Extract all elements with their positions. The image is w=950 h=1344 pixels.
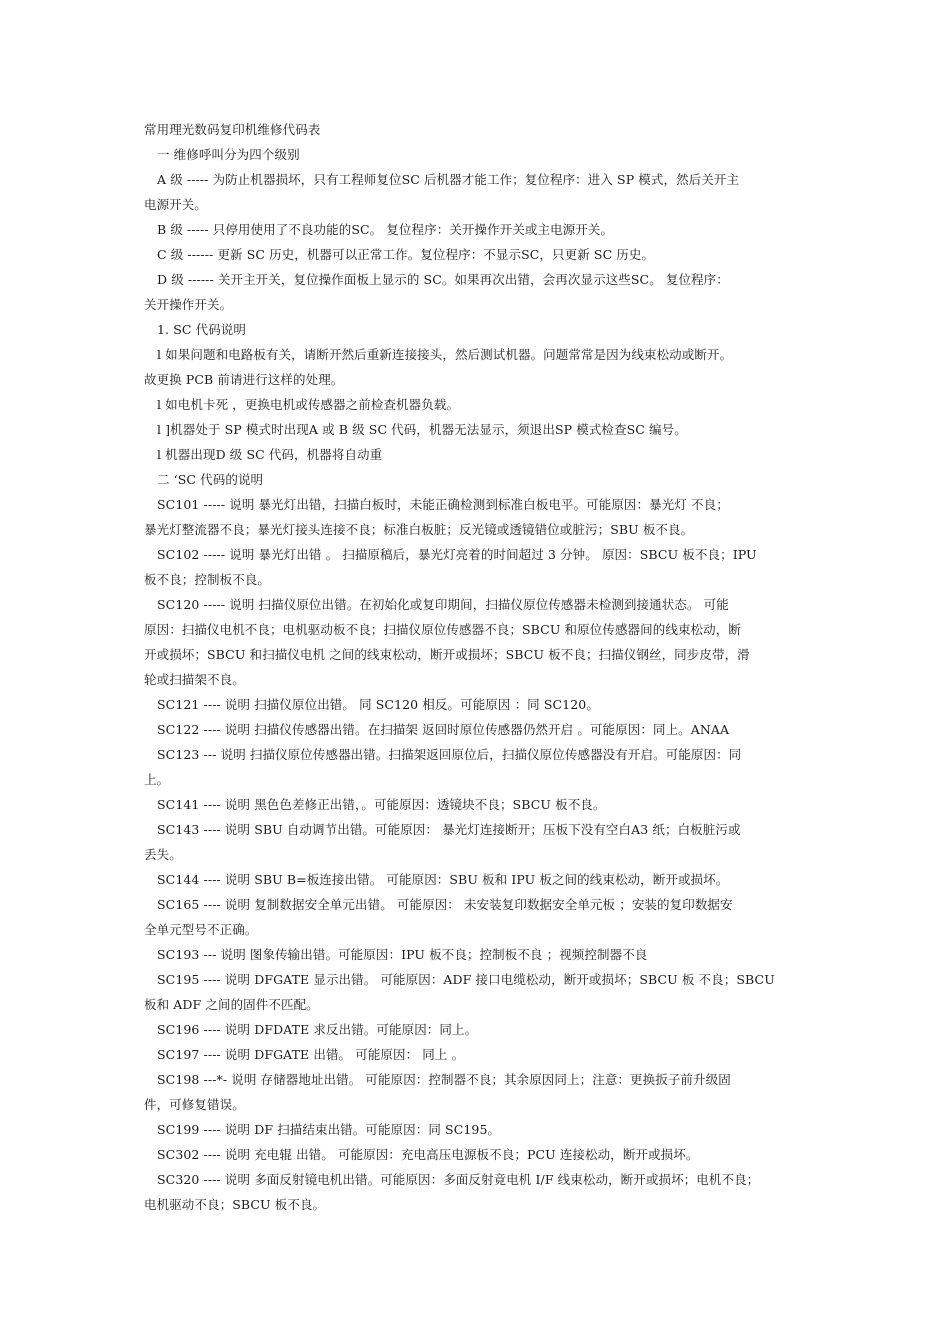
document-lines [144, 142, 824, 1217]
text-line: 全单元型号不正确。 [144, 922, 258, 937]
text-line: 故更换 PCB 前请进行这样的处理。 [144, 372, 344, 387]
text-line: 开或损坏；SBCU 和扫描仪电机 之间的线束松动，断开或损坏；SBCU 板不良；扫描仪钢丝，同步皮带，滑 [144, 647, 750, 662]
text-line: SC141 ---- 说明 黑色色差修正出错，。可能原因：透镜块不良；SBCU 板不良。 [157, 797, 606, 812]
text-line: SC123 --- 说明 扫描仪原位传感器出错。扫描架返回原位后，扫描仪原位传感器没有开启。可能原因：同 [157, 747, 742, 762]
text-line: 一 维修呼叫分为四个级别 [157, 147, 300, 162]
text-line: SC144 ---- 说明 SBU B=板连接出错。 可能原因：SBU 板和 IPU 板之间的线束松动，断开或损坏。 [157, 872, 729, 887]
text-line: SC302 ---- 说明 充电辊 出错。 可能原因：充电高压电源板不良；PCU 连接松动，断开或损坏。 [157, 1147, 699, 1162]
text-line: SC199 ---- 说明 DF 扫描结束出错。可能原因：同 SC195。 [157, 1122, 501, 1137]
text-line: 二 ‘SC 代码的说明 [157, 472, 264, 487]
text-line: 1. SC 代码说明 [157, 322, 247, 337]
text-line: SC122 ---- 说明 扫描仪传感器出错。在扫描架 返回时原位传感器仍然开启 。可能原因：同上。ANAA [157, 722, 730, 737]
text-line: 丢失。 [144, 847, 182, 862]
text-line: SC193 --- 说明 图象传输出错。可能原因：IPU 板不良；控制板不良 ；视频控制器不良 [157, 947, 648, 962]
text-line: 板不良；控制板不良。 [144, 572, 271, 587]
text-line: SC102 ----- 说明 暴光灯出错 。 扫描原稿后，暴光灯亮着的时间超过 3 分钟。 原因：SBCU 板不良；IPU [157, 547, 757, 562]
text-line: l 如电机卡死 ，更换电机或传感器之前检查机器负载。 [157, 397, 460, 412]
text-line: SC121 ---- 说明 扫描仪原位出错。 同 SC120 相反。可能原因 ：同 SC120。 [157, 697, 599, 712]
text-line: l 如果问题和电路板有关，请断开然后重新连接接头，然后测试机器。问题常常是因为线束松动或断开。 [157, 347, 733, 362]
text-line: SC195 ---- 说明 DFGATE 显示出错。 可能原因：ADF 接口电缆松动，断开或损坏；SBCU 板 不良；SBCU [157, 972, 775, 987]
text-line: l ]机器处于 SP 模式时出现A 或 B 级 SC 代码，机器无法显示，须退出SP 模式检查SC 编号。 [157, 422, 687, 437]
text-line: 电机驱动不良；SBCU 板不良。 [144, 1197, 326, 1212]
text-line: SC143 ---- 说明 SBU 自动调节出错。可能原因： 暴光灯连接断开；压板下没有空白A3 纸；白板脏污或 [157, 822, 741, 837]
text-line: C 级 ------ 更新 SC 历史，机器可以正常工作。复位程序：不显示SC，只更新 SC 历史。 [157, 247, 655, 262]
text-line: SC165 ---- 说明 复制数据安全单元出错。 可能原因： 未安装复印数据安全单元板 ；安装的复印数据安 [157, 897, 733, 912]
text-line: 原因：扫描仪电机不良；电机驱动板不良；扫描仪原位传感器不良；SBCU 和原位传感器间的线束松动，断 [144, 622, 741, 637]
text-line: 暴光灯整流器不良；暴光灯接头连接不良；标准白板脏；反光镜或透镜错位或脏污；SBU 板不良。 [144, 522, 694, 537]
text-line: 轮或扫描架不良。 [144, 672, 245, 687]
document-title: 常用理光数码复印机维修代码表 [144, 122, 321, 137]
text-line: 电源开关。 [144, 197, 208, 212]
text-line: SC120 ----- 说明 扫描仪原位出错。在初始化或复印期间，扫描仪原位传感器未检测到接通状态。 可能 [157, 597, 729, 612]
text-line: 件，可修复错误。 [144, 1097, 245, 1112]
document-body [144, 117, 824, 1217]
text-line: SC197 ---- 说明 DFGATE 出错。 可能原因： 同上 。 [157, 1047, 465, 1062]
text-line: 关开操作开关。 [144, 297, 233, 312]
text-line: A 级 ----- 为防止机器损坏，只有工程师复位SC 后机器才能工作；复位程序：进入 SP 模式，然后关开主 [157, 172, 740, 187]
text-line: B 级 ----- 只停用使用了不良功能的SC。 复位程序：关开操作开关或主电源开关。 [157, 222, 614, 237]
text-line: D 级 ------ 关开主开关，复位操作面板上显示的 SC。如果再次出错，会再次显示这些SC。 复位程序： [157, 272, 729, 287]
text-line: 板和 ADF 之间的固件不匹配。 [144, 997, 319, 1012]
text-line: SC101 ----- 说明 暴光灯出错，扫描白板时，未能正确检测到标准白板电平。可能原因：暴光灯 不良； [157, 497, 729, 512]
text-line: SC196 ---- 说明 DFDATE 求反出错。可能原因：同上。 [157, 1022, 478, 1037]
text-line: SC320 ---- 说明 多面反射镜电机出错。可能原因：多面反射竟电机 I/F 线束松动，断开或损坏；电机不良； [157, 1172, 760, 1187]
text-line: SC198 ---*- 说明 存储器地址出错。 可能原因：控制器不良；其余原因同上；注意：更换扳子前升级固 [157, 1072, 731, 1087]
text-line: 上。 [144, 772, 170, 787]
text-line: l 机器出现D 级 SC 代码，机器将自动重 [157, 447, 383, 462]
